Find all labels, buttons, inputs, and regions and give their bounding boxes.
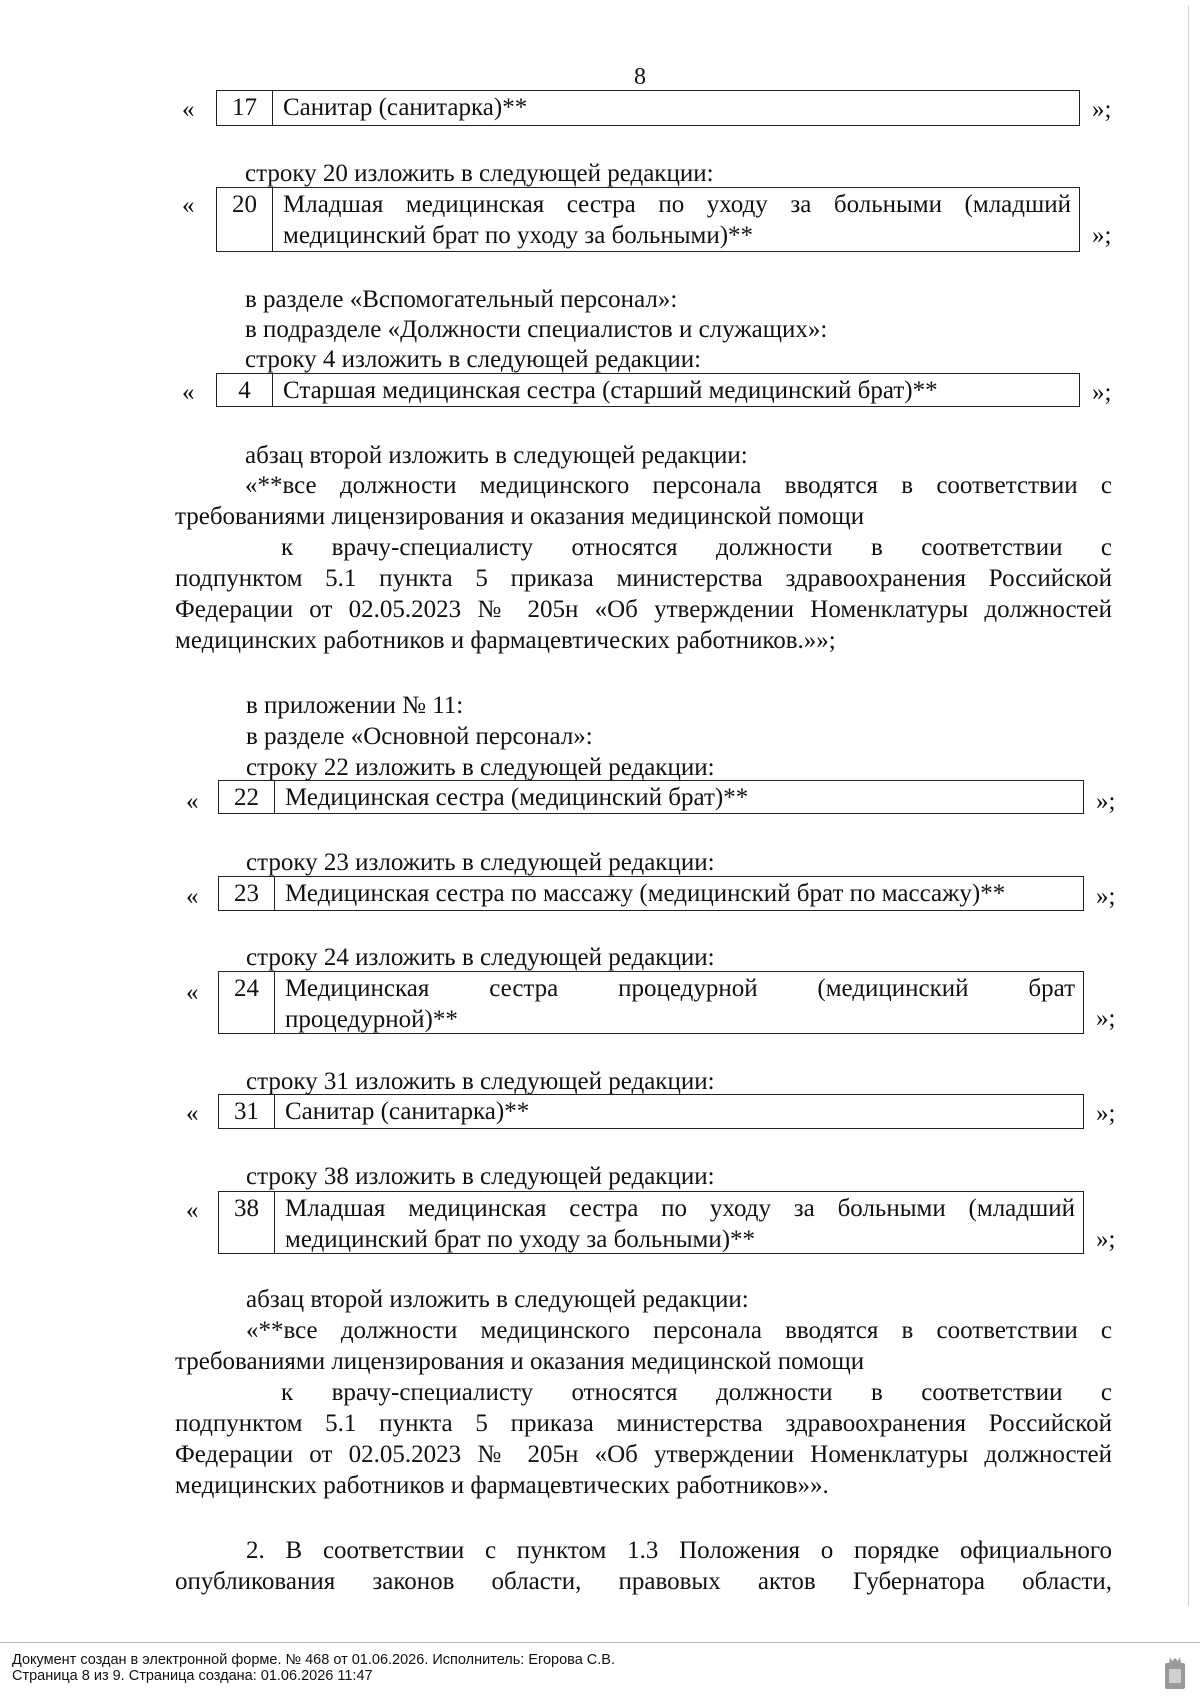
close-quote: »;	[1096, 1100, 1116, 1127]
row-number: 38	[219, 1192, 275, 1253]
table-row-24	[218, 971, 1084, 1034]
paragraph-line: медицинских работников и фармацевтических работников»».	[175, 1472, 829, 1499]
paragraph-line: требованиями лицензирования и оказания медицинской помощи	[175, 503, 865, 530]
row-number: 31	[219, 1095, 275, 1128]
instruction-line: строку 20 изложить в следующей редакции:	[245, 160, 714, 187]
paragraph-line: абзац второй изложить в следующей редакции:	[246, 1286, 749, 1313]
row-number: 4	[217, 374, 273, 406]
open-quote: «	[186, 1197, 199, 1224]
open-quote: «	[186, 788, 199, 815]
section-line: в приложении № 11:	[246, 692, 464, 719]
close-quote: »;	[1096, 1226, 1116, 1253]
section-line: в разделе «Вспомогательный персонал»:	[245, 286, 678, 313]
open-quote: «	[182, 96, 195, 123]
row-number: 20	[217, 188, 273, 251]
paragraph-line: Федерации от 02.05.2023 № 205н «Об утверждении Номенклатуры должностей	[175, 1441, 1112, 1468]
close-quote: »;	[1092, 222, 1112, 249]
row-number: 24	[219, 972, 275, 1033]
row-text-line: процедурной)**	[285, 1006, 458, 1033]
instruction-line: строку 23 изложить в следующей редакции:	[246, 849, 715, 876]
row-number: 17	[217, 91, 273, 125]
table-row-38	[218, 1191, 1084, 1254]
row-number: 22	[219, 781, 275, 813]
table-row-23	[218, 876, 1084, 911]
row-text: Санитар (санитарка)**	[285, 1098, 530, 1125]
open-quote: «	[182, 379, 195, 406]
page-number: 8	[634, 64, 646, 90]
row-text	[275, 972, 1083, 1033]
paragraph-line: медицинских работников и фармацевтических работников.»»;	[175, 627, 836, 654]
instruction-line: строку 4 изложить в следующей редакции:	[245, 346, 702, 373]
row-text-line: Медицинская сестра процедурной (медицинский брат	[285, 975, 1075, 1002]
table-row-20	[216, 187, 1080, 252]
close-quote: »;	[1096, 1005, 1116, 1032]
table-row-17	[216, 90, 1080, 126]
row-text: Санитар (санитарка)**	[283, 94, 528, 121]
document-footer	[0, 1642, 1200, 1699]
paragraph-line: подпунктом 5.1 пункта 5 приказа министерства здравоохранения Российской	[175, 1410, 1112, 1437]
open-quote: «	[186, 883, 199, 910]
subsection-line: в подразделе «Должности специалистов и служащих»:	[245, 316, 828, 343]
table-row-4	[216, 373, 1080, 407]
instruction-line: строку 31 изложить в следующей редакции:	[246, 1068, 715, 1095]
paragraph-line: подпунктом 5.1 пункта 5 приказа министерства здравоохранения Российской	[175, 565, 1112, 592]
row-text: Медицинская сестра по массажу (медицинский брат по массажу)**	[285, 880, 1006, 907]
row-text: Младшая медицинская сестра по уходу за больными (младший медицинский брат по уходу за больными)**	[285, 1195, 1075, 1253]
row-number: 23	[219, 877, 275, 910]
coat-of-arms-icon	[1162, 1655, 1188, 1691]
close-quote: »;	[1092, 379, 1112, 406]
instruction-line: строку 38 изложить в следующей редакции:	[246, 1163, 715, 1190]
row-text: Медицинская сестра (медицинский брат)**	[285, 784, 749, 811]
close-quote: »;	[1092, 96, 1112, 123]
table-row-31	[218, 1094, 1084, 1129]
paragraph-line: 2. В соответствии с пунктом 1.3 Положения о порядке официального	[246, 1537, 1112, 1564]
section-line: в разделе «Основной персонал»:	[246, 723, 593, 750]
open-quote: «	[182, 192, 195, 219]
row-text: Младшая медицинская сестра по уходу за больными (младший медицинский брат по уходу за больными)**	[283, 191, 1071, 249]
table-row-22	[218, 780, 1084, 814]
paragraph-line: «**все должности медицинского персонала вводятся в соответствии с	[246, 1317, 1112, 1344]
footer-line: Страница 8 из 9. Страница создана: 01.06.2026 11:47	[12, 1668, 373, 1684]
paragraph-line: опубликования законов области, правовых актов Губернатора области,	[175, 1568, 1112, 1595]
footer-line: Документ создан в электронной форме. № 468 от 01.06.2026. Исполнитель: Егорова С.В.	[12, 1652, 616, 1668]
row-text: Старшая медицинская сестра (старший медицинский брат)**	[283, 377, 938, 404]
close-quote: »;	[1096, 883, 1116, 910]
instruction-line: строку 22 изложить в следующей редакции:	[246, 754, 715, 781]
paragraph-line: к врачу-специалисту относятся должности в соответствии с	[281, 1379, 1112, 1406]
paragraph-line: требованиями лицензирования и оказания медицинской помощи	[175, 1348, 865, 1375]
paragraph-line: абзац второй изложить в следующей редакции:	[245, 442, 748, 469]
close-quote: »;	[1096, 788, 1116, 815]
paragraph-line: к врачу-специалисту относятся должности в соответствии с	[281, 534, 1112, 561]
instruction-line: строку 24 изложить в следующей редакции:	[246, 944, 715, 971]
open-quote: «	[186, 979, 199, 1006]
paragraph-line: «**все должности медицинского персонала вводятся в соответствии с	[245, 472, 1112, 499]
open-quote: «	[186, 1100, 199, 1127]
paragraph-line: Федерации от 02.05.2023 № 205н «Об утверждении Номенклатуры должностей	[175, 596, 1112, 623]
